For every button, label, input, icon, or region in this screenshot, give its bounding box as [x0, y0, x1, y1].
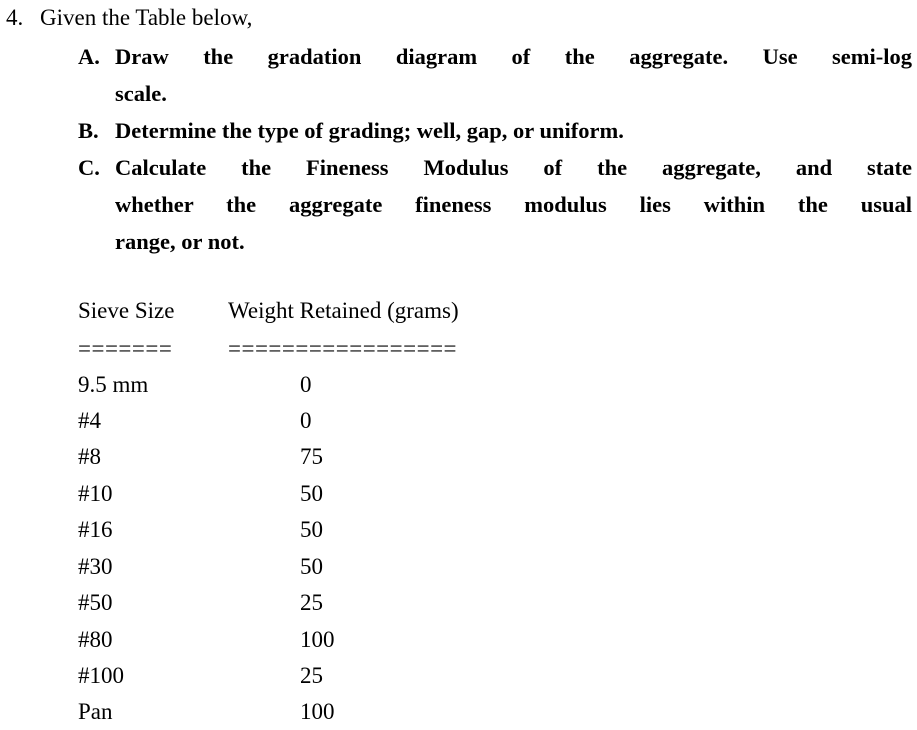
part-b-letter: B. [78, 118, 99, 143]
part-c-line-2: whether the aggregate fineness modulus lies within the usual [115, 192, 912, 217]
part-c [78, 149, 912, 260]
weight-retained-cell: 0 [300, 372, 312, 397]
sieve-size-cell: #80 [78, 627, 113, 652]
weight-retained-cell: 50 [300, 554, 323, 579]
part-b-last-line: Determine the type of grading; well, gap, or uniform. [115, 118, 624, 143]
weight-retained-cell: 100 [300, 627, 335, 652]
sieve-size-cell: #50 [78, 590, 113, 615]
sieve-size-cell: 9.5 mm [78, 372, 149, 397]
weight-retained-cell: 0 [300, 408, 312, 433]
part-a-letter: A. [78, 44, 100, 69]
sieve-size-cell: Pan [78, 699, 113, 724]
part-c-last-line: range, or not. [115, 229, 245, 254]
part-c-letter: C. [78, 155, 100, 180]
header-sieve-size: Sieve Size [78, 298, 175, 323]
weight-retained-cell: 100 [300, 699, 335, 724]
weight-retained-cell: 75 [300, 444, 323, 469]
sieve-size-cell: #10 [78, 481, 113, 506]
sieve-size-cell: #100 [78, 663, 124, 688]
part-b [78, 112, 912, 149]
part-a-line-1: Draw the gradation diagram of the aggregate. Use semi-log [115, 44, 912, 69]
part-a [78, 38, 912, 112]
question-number: 4. [6, 5, 24, 30]
separator-weight-retained: ================= [228, 336, 458, 361]
question-prompt: Given the Table below, [40, 5, 253, 30]
weight-retained-cell: 50 [300, 517, 323, 542]
weight-retained-cell: 50 [300, 481, 323, 506]
separator-sieve-size: ======= [78, 336, 173, 361]
weight-retained-cell: 25 [300, 663, 323, 688]
question-parts [78, 38, 912, 260]
header-weight-retained: Weight Retained (grams) [228, 298, 459, 323]
sieve-size-cell: #8 [78, 444, 101, 469]
part-c-line-1: Calculate the Fineness Modulus of the aggregate, and state [115, 155, 912, 180]
sieve-size-cell: #4 [78, 408, 101, 433]
question-heading [6, 4, 252, 32]
weight-retained-cell: 25 [300, 590, 323, 615]
sieve-size-cell: #16 [78, 517, 113, 542]
part-a-last-line: scale. [115, 81, 167, 106]
sieve-size-cell: #30 [78, 554, 113, 579]
